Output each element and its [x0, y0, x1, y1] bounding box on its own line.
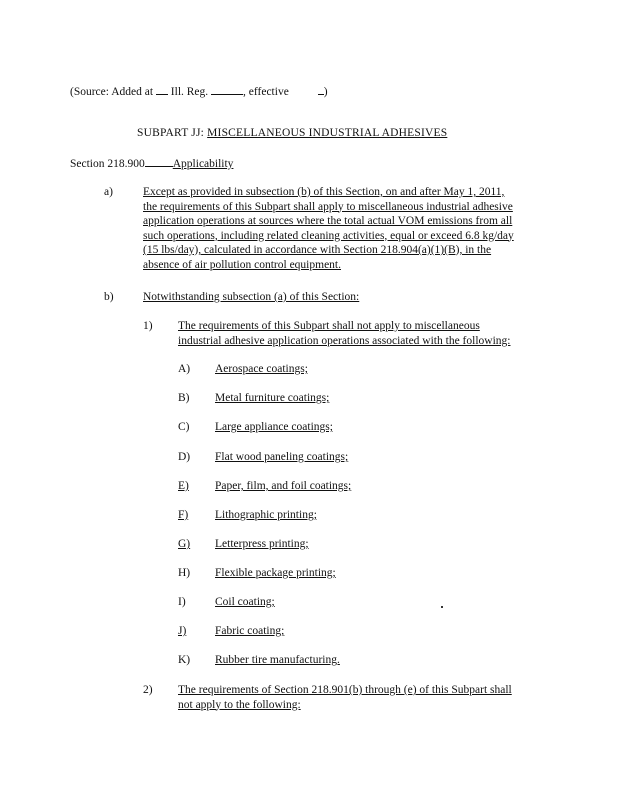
para-a-line: application operations at sources where the total actual VOM emissions from all: [143, 215, 513, 227]
sub-item-text: Aerospace coatings;: [215, 363, 308, 375]
para-a-line: Except as provided in subsection (b) of this Section, on and after May 1, 2011,: [143, 186, 505, 198]
para-b-label: b): [104, 291, 114, 303]
section-number: Section 218.900: [70, 158, 145, 170]
sub-item-text: Flexible package printing;: [215, 567, 336, 579]
para-a-line: such operations, including related cleaning activities, equal or exceed 6.8 kg/day: [143, 229, 514, 242]
sub-item-text: Metal furniture coatings;: [215, 392, 330, 404]
sub-item-text: Letterpress printing;: [215, 538, 309, 550]
item-2-body: [178, 683, 548, 712]
sub-item-label: F): [178, 509, 189, 521]
sub-item-label: A): [178, 363, 191, 375]
sub-item-label: E): [178, 480, 189, 492]
sub-item-label: G): [178, 538, 191, 550]
section-heading: [70, 156, 233, 172]
sub-item-label: I): [178, 596, 186, 608]
source-note-effective: , effective: [243, 86, 292, 98]
sub-item-text: Fabric coating;: [215, 625, 285, 637]
para-b-text: Notwithstanding subsection (a) of this Section:: [143, 291, 360, 303]
item-1-body: [178, 319, 528, 348]
blank-page: [211, 84, 243, 95]
sub-item-label: H): [178, 567, 191, 579]
item-2-line: not apply to the following:: [178, 698, 301, 711]
sub-item-text: Large appliance coatings;: [215, 421, 333, 433]
sub-item-label: K): [178, 654, 191, 666]
subpart-heading: [137, 126, 447, 141]
source-note-prefix: (Source: Added at: [70, 86, 156, 98]
item-1-label: 1): [143, 320, 153, 332]
para-a-line: absence of air pollution control equipment.: [143, 258, 341, 271]
sub-item-label: B): [178, 392, 190, 404]
sub-item-label: C): [178, 421, 190, 433]
scan-speck: [441, 606, 443, 608]
section-title: Applicability: [172, 158, 234, 170]
sub-item-label: J): [178, 625, 187, 637]
sub-item-text: Rubber tire manufacturing.: [215, 654, 340, 666]
subpart-title: MISCELLANEOUS INDUSTRIAL ADHESIVES: [207, 127, 448, 139]
source-note-suffix: ): [323, 86, 328, 98]
item-2-label: 2): [143, 684, 153, 696]
sub-item-label: D): [178, 451, 191, 463]
para-a-line: the requirements of this Subpart shall apply to miscellaneous industrial adhesive: [143, 200, 513, 213]
para-a-line: (15 lbs/day), calculated in accordance with Section 218.904(a)(1)(B), in the: [143, 244, 492, 256]
sub-item-text: Flat wood paneling coatings;: [215, 451, 349, 463]
para-a-label: a): [104, 186, 113, 198]
section-blank: [145, 156, 173, 167]
sub-item-text: Lithographic printing;: [215, 509, 317, 521]
item-1-line: The requirements of this Subpart shall not apply to miscellaneous: [178, 320, 480, 332]
item-1-line: industrial adhesive application operations associated with the following:: [178, 334, 511, 347]
item-2-line: The requirements of Section 218.901(b) through (e) of this Subpart shall: [178, 684, 512, 696]
sub-item-text: Paper, film, and foil coatings;: [215, 480, 352, 492]
para-a-body: [143, 185, 523, 272]
sub-item-text: Coil coating;: [215, 596, 275, 608]
source-note: [70, 84, 328, 100]
source-note-mid: Ill. Reg.: [167, 86, 212, 98]
subpart-label: SUBPART JJ:: [137, 127, 205, 139]
blank-volume: [156, 84, 168, 95]
